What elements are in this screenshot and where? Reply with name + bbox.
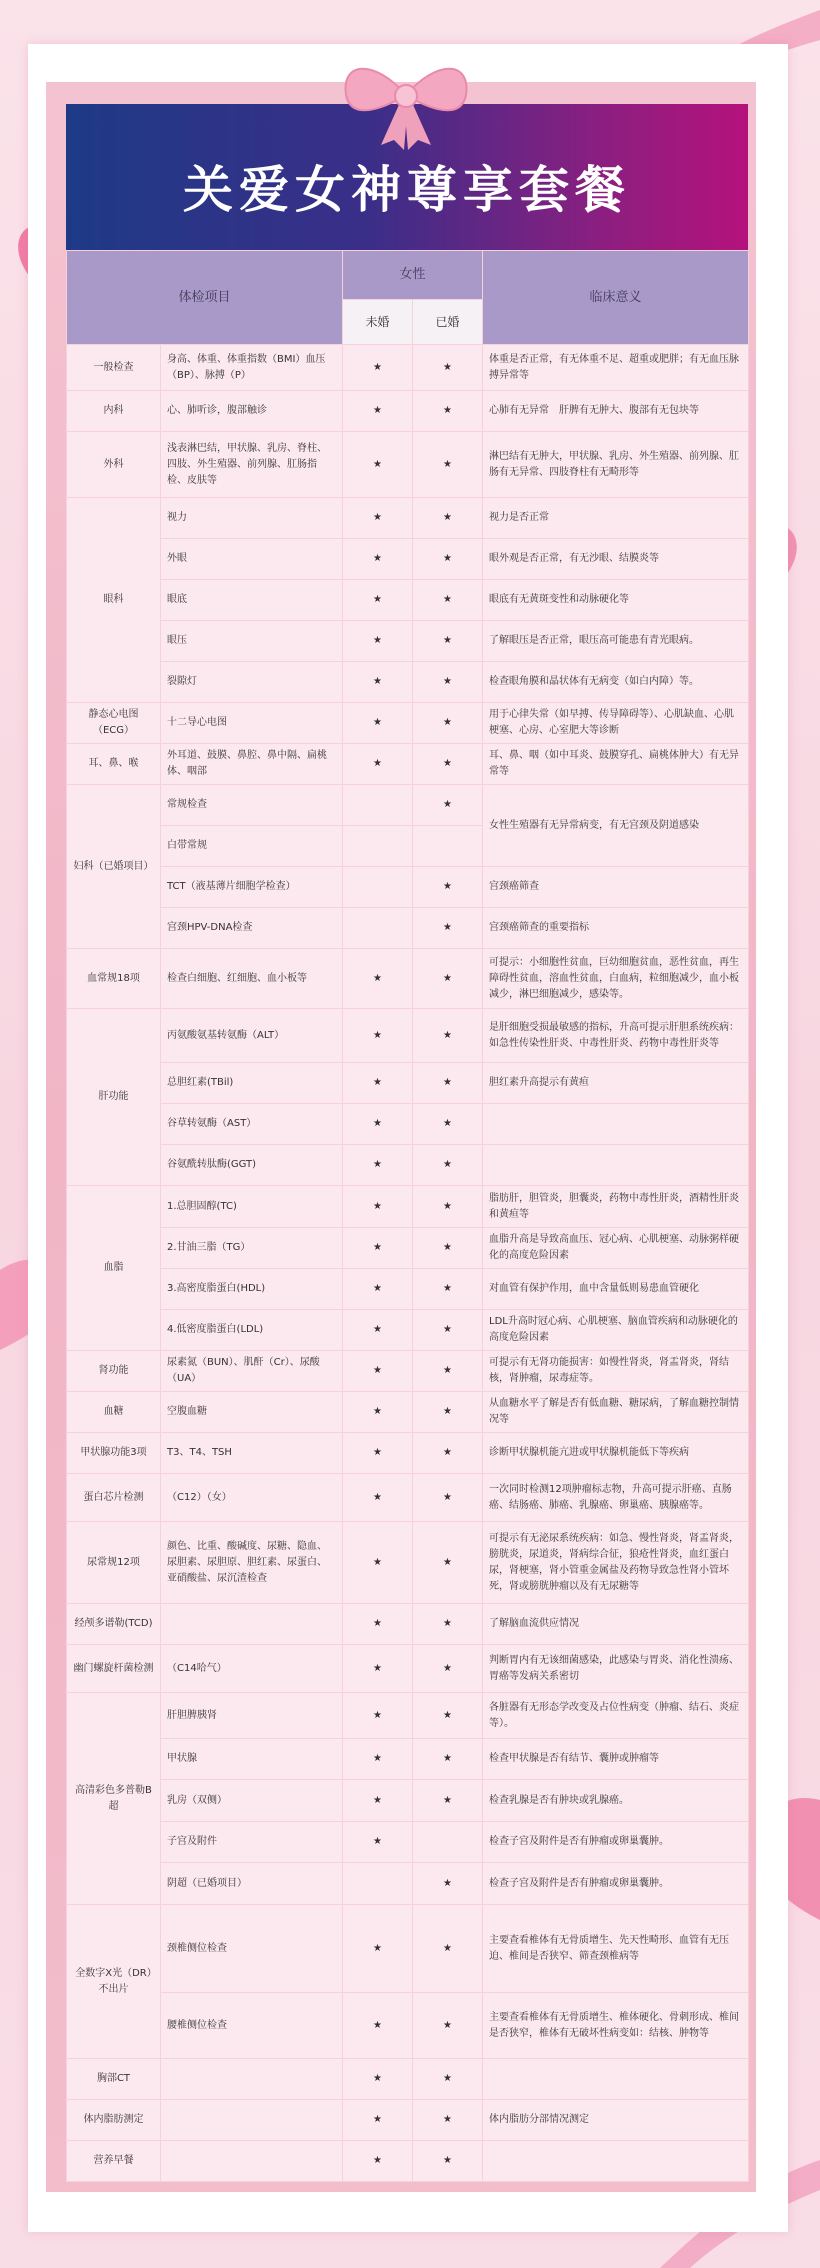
unmarried-cell: ★ bbox=[343, 1905, 413, 1993]
item-cell: 常规检查 bbox=[161, 785, 343, 826]
category-cell: 内科 bbox=[67, 391, 161, 432]
table-row bbox=[67, 1145, 749, 1186]
category-cell: 尿常规12项 bbox=[67, 1522, 161, 1604]
unmarried-cell: ★ bbox=[343, 744, 413, 785]
item-cell: 裂隙灯 bbox=[161, 662, 343, 703]
item-cell: 心、肺听诊，腹部触诊 bbox=[161, 391, 343, 432]
married-cell: ★ bbox=[413, 2059, 483, 2100]
meaning-cell: 宫颈癌筛查 bbox=[483, 867, 749, 908]
table-row bbox=[67, 2141, 749, 2182]
meaning-cell: 体内脂肪分部情况测定 bbox=[483, 2100, 749, 2141]
item-cell: 十二导心电图 bbox=[161, 703, 343, 744]
unmarried-cell: ★ bbox=[343, 1522, 413, 1604]
married-cell: ★ bbox=[413, 949, 483, 1009]
header-married: 已婚 bbox=[413, 300, 483, 345]
married-cell: ★ bbox=[413, 1310, 483, 1351]
unmarried-cell: ★ bbox=[343, 1063, 413, 1104]
meaning-cell: 可提示有无肾功能损害：如慢性肾炎，肾盂肾炎，肾结核，肾肿瘤，尿毒症等。 bbox=[483, 1351, 749, 1392]
table-row bbox=[67, 1993, 749, 2059]
meaning-cell: 判断胃内有无该细菌感染，此感染与胃炎、消化性溃疡、胃癌等发病关系密切 bbox=[483, 1645, 749, 1693]
married-cell: ★ bbox=[413, 1009, 483, 1063]
item-cell: 3.高密度脂蛋白(HDL) bbox=[161, 1269, 343, 1310]
married-cell: ★ bbox=[413, 1693, 483, 1739]
category-cell: 妇科（已婚项目） bbox=[67, 785, 161, 949]
item-cell: 浅表淋巴结，甲状腺、乳房、脊柱、四肢、外生殖器、前列腺、肛肠指检、皮肤等 bbox=[161, 432, 343, 498]
category-cell: 眼科 bbox=[67, 498, 161, 703]
table-row bbox=[67, 1228, 749, 1269]
unmarried-cell: ★ bbox=[343, 1104, 413, 1145]
meaning-cell: 检查乳腺是否有肿块或乳腺癌。 bbox=[483, 1780, 749, 1822]
married-cell: ★ bbox=[413, 1392, 483, 1433]
unmarried-cell: ★ bbox=[343, 1474, 413, 1522]
item-cell: TCT（液基薄片细胞学检查） bbox=[161, 867, 343, 908]
unmarried-cell: ★ bbox=[343, 662, 413, 703]
item-cell: 4.低密度脂蛋白(LDL) bbox=[161, 1310, 343, 1351]
married-cell: ★ bbox=[413, 1433, 483, 1474]
meaning-cell: 可提示：小细胞性贫血，巨幼细胞贫血，恶性贫血，再生障碍性贫血，溶血性贫血，白血病，粒细胞减少，血小板减少，淋巴细胞减少，感染等。 bbox=[483, 949, 749, 1009]
meaning-cell: 脂肪肝，胆管炎，胆囊炎，药物中毒性肝炎，酒精性肝炎和黄疸等 bbox=[483, 1186, 749, 1228]
table-row bbox=[67, 1822, 749, 1863]
married-cell: ★ bbox=[413, 908, 483, 949]
meaning-cell: 检查子宫及附件是否有肿瘤或卵巢囊肿。 bbox=[483, 1822, 749, 1863]
item-cell: T3、T4、TSH bbox=[161, 1433, 343, 1474]
married-cell: ★ bbox=[413, 391, 483, 432]
unmarried-cell: ★ bbox=[343, 1645, 413, 1693]
married-cell: ★ bbox=[413, 703, 483, 744]
meaning-cell: 体重是否正常，有无体重不足、超重或肥胖；有无血压脉搏异常等 bbox=[483, 345, 749, 391]
item-cell: 阴超（已婚项目） bbox=[161, 1863, 343, 1905]
married-cell: ★ bbox=[413, 1863, 483, 1905]
meaning-cell: 一次同时检测12项肿瘤标志物，升高可提示肝癌、直肠癌、结肠癌、肺癌、乳腺癌、卵巢癌、胰腺癌等。 bbox=[483, 1474, 749, 1522]
married-cell: ★ bbox=[413, 1645, 483, 1693]
table-row bbox=[67, 1392, 749, 1433]
item-cell: 丙氨酸氨基转氨酶（ALT） bbox=[161, 1009, 343, 1063]
category-cell: 全数字X光（DR）不出片 bbox=[67, 1905, 161, 2059]
unmarried-cell: ★ bbox=[343, 391, 413, 432]
meaning-cell: 视力是否正常 bbox=[483, 498, 749, 539]
meaning-cell: 是肝细胞受损最敏感的指标，升高可提示肝胆系统疾病：如急性传染性肝炎、中毒性肝炎、药物中毒性肝炎等 bbox=[483, 1009, 749, 1063]
married-cell: ★ bbox=[413, 1351, 483, 1392]
meaning-cell: 宫颈癌筛查的重要指标 bbox=[483, 908, 749, 949]
table-row bbox=[67, 1351, 749, 1392]
unmarried-cell: ★ bbox=[343, 1310, 413, 1351]
unmarried-cell: ★ bbox=[343, 949, 413, 1009]
table-row bbox=[67, 1186, 749, 1228]
table-row bbox=[67, 1905, 749, 1993]
table-body bbox=[67, 345, 749, 2182]
item-cell: 颜色、比重、酸碱度、尿糖、隐血、尿胆素、尿胆原、胆红素、尿蛋白、亚硝酸盐、尿沉渣检查 bbox=[161, 1522, 343, 1604]
married-cell: ★ bbox=[413, 744, 483, 785]
table-row bbox=[67, 498, 749, 539]
item-cell: （C14哈气） bbox=[161, 1645, 343, 1693]
table-row bbox=[67, 908, 749, 949]
unmarried-cell: ★ bbox=[343, 1269, 413, 1310]
table-row bbox=[67, 1604, 749, 1645]
unmarried-cell: ★ bbox=[343, 703, 413, 744]
unmarried-cell: ★ bbox=[343, 2141, 413, 2182]
unmarried-cell: ★ bbox=[343, 1433, 413, 1474]
meaning-cell: 从血糖水平了解是否有低血糖、糖尿病，了解血糖控制情况等 bbox=[483, 1392, 749, 1433]
married-cell: ★ bbox=[413, 867, 483, 908]
meaning-cell: 用于心律失常（如早搏、传导障碍等）、心肌缺血、心肌梗塞、心房、心室肥大等诊断 bbox=[483, 703, 749, 744]
table-row bbox=[67, 1310, 749, 1351]
married-cell: ★ bbox=[413, 621, 483, 662]
table-row bbox=[67, 1739, 749, 1780]
item-cell bbox=[161, 2100, 343, 2141]
table-row bbox=[67, 432, 749, 498]
table-row bbox=[67, 621, 749, 662]
item-cell: 2.甘油三脂（TG） bbox=[161, 1228, 343, 1269]
married-cell bbox=[413, 1822, 483, 1863]
unmarried-cell: ★ bbox=[343, 2059, 413, 2100]
category-cell: 外科 bbox=[67, 432, 161, 498]
category-cell: 幽门螺旋杆菌检测 bbox=[67, 1645, 161, 1693]
item-cell: 宫颈HPV-DNA检查 bbox=[161, 908, 343, 949]
ribbon-bow-icon bbox=[336, 40, 476, 150]
table-row bbox=[67, 1645, 749, 1693]
married-cell: ★ bbox=[413, 785, 483, 826]
unmarried-cell: ★ bbox=[343, 1009, 413, 1063]
married-cell: ★ bbox=[413, 1905, 483, 1993]
table-row bbox=[67, 1269, 749, 1310]
meaning-cell: 可提示有无泌尿系统疾病：如急、慢性肾炎，肾盂肾炎，膀胱炎，尿道炎，肾病综合征，狼疮性肾炎，血红蛋白尿，肾梗塞，肾小管重金属盐及药物导致急性肾小管坏死，肾或膀胱肿瘤以及有无尿糖等 bbox=[483, 1522, 749, 1604]
category-cell: 一般检查 bbox=[67, 345, 161, 391]
category-cell: 肝功能 bbox=[67, 1009, 161, 1186]
table-row bbox=[67, 1433, 749, 1474]
checkup-table bbox=[66, 250, 749, 2182]
unmarried-cell: ★ bbox=[343, 621, 413, 662]
table-row bbox=[67, 2100, 749, 2141]
unmarried-cell: ★ bbox=[343, 1145, 413, 1186]
married-cell: ★ bbox=[413, 1145, 483, 1186]
header-unmarried: 未婚 bbox=[343, 300, 413, 345]
unmarried-cell: ★ bbox=[343, 1739, 413, 1780]
meaning-cell: 淋巴结有无肿大，甲状腺、乳房、外生殖器、前列腺、肛肠有无异常、四肢脊柱有无畸形等 bbox=[483, 432, 749, 498]
meaning-cell bbox=[483, 1145, 749, 1186]
item-cell: 1.总胆固醇(TC) bbox=[161, 1186, 343, 1228]
unmarried-cell: ★ bbox=[343, 498, 413, 539]
meaning-cell: 了解眼压是否正常，眼压高可能患有青光眼病。 bbox=[483, 621, 749, 662]
category-cell: 经颅多谱勒(TCD) bbox=[67, 1604, 161, 1645]
married-cell: ★ bbox=[413, 1993, 483, 2059]
unmarried-cell: ★ bbox=[343, 1822, 413, 1863]
meaning-cell: LDL升高时冠心病、心肌梗塞、脑血管疾病和动脉硬化的高度危险因素 bbox=[483, 1310, 749, 1351]
meaning-cell: 心肺有无异常 肝脾有无肿大、腹部有无包块等 bbox=[483, 391, 749, 432]
category-cell: 营养早餐 bbox=[67, 2141, 161, 2182]
category-cell: 血糖 bbox=[67, 1392, 161, 1433]
married-cell: ★ bbox=[413, 1780, 483, 1822]
item-cell: 子宫及附件 bbox=[161, 1822, 343, 1863]
item-cell: 肝胆脾胰肾 bbox=[161, 1693, 343, 1739]
meaning-cell: 血脂升高是导致高血压、冠心病、心肌梗塞、动脉粥样硬化的高度危险因素 bbox=[483, 1228, 749, 1269]
item-cell: 甲状腺 bbox=[161, 1739, 343, 1780]
item-cell: 身高、体重、体重指数（BMI）血压（BP）、脉搏（P） bbox=[161, 345, 343, 391]
married-cell: ★ bbox=[413, 1604, 483, 1645]
header-meaning: 临床意义 bbox=[483, 251, 749, 345]
married-cell: ★ bbox=[413, 2100, 483, 2141]
meaning-cell: 检查甲状腺是否有结节、囊肿或肿瘤等 bbox=[483, 1739, 749, 1780]
unmarried-cell: ★ bbox=[343, 2100, 413, 2141]
meaning-cell: 眼外观是否正常，有无沙眼、结膜炎等 bbox=[483, 539, 749, 580]
meaning-cell: 主要查看椎体有无骨质增生、先天性畸形、血管有无压迫、椎间是否狭窄、筛查颈椎病等 bbox=[483, 1905, 749, 1993]
category-cell: 蛋白芯片检测 bbox=[67, 1474, 161, 1522]
table-row bbox=[67, 1063, 749, 1104]
item-cell: 白带常规 bbox=[161, 826, 343, 867]
item-cell: 空腹血糖 bbox=[161, 1392, 343, 1433]
item-cell: 外耳道、鼓膜、鼻腔、鼻中隔、扁桃体、咽部 bbox=[161, 744, 343, 785]
table-row bbox=[67, 1863, 749, 1905]
unmarried-cell bbox=[343, 785, 413, 826]
unmarried-cell bbox=[343, 826, 413, 867]
meaning-cell: 女性生殖器有无异常病变，有无宫颈及阴道感染 bbox=[483, 785, 749, 867]
category-cell: 肾功能 bbox=[67, 1351, 161, 1392]
meaning-cell: 检查子宫及附件是否有肿瘤或卵巢囊肿。 bbox=[483, 1863, 749, 1905]
table-row bbox=[67, 1780, 749, 1822]
meaning-cell: 诊断甲状腺机能亢进或甲状腺机能低下等疾病 bbox=[483, 1433, 749, 1474]
page-title: 关爱女神尊享套餐 bbox=[183, 161, 631, 219]
married-cell: ★ bbox=[413, 580, 483, 621]
meaning-cell: 胆红素升高提示有黄疸 bbox=[483, 1063, 749, 1104]
item-cell bbox=[161, 2141, 343, 2182]
meaning-cell bbox=[483, 2141, 749, 2182]
header-female: 女性 bbox=[343, 251, 483, 300]
table-row bbox=[67, 539, 749, 580]
unmarried-cell: ★ bbox=[343, 345, 413, 391]
table-row bbox=[67, 2059, 749, 2100]
unmarried-cell: ★ bbox=[343, 539, 413, 580]
table-row bbox=[67, 949, 749, 1009]
table-row bbox=[67, 867, 749, 908]
unmarried-cell: ★ bbox=[343, 432, 413, 498]
meaning-cell: 耳、鼻、咽（如中耳炎、鼓膜穿孔、扁桃体肿大）有无异常等 bbox=[483, 744, 749, 785]
unmarried-cell: ★ bbox=[343, 1228, 413, 1269]
married-cell: ★ bbox=[413, 1104, 483, 1145]
category-cell: 耳、鼻、喉 bbox=[67, 744, 161, 785]
meaning-cell: 了解脑血流供应情况 bbox=[483, 1604, 749, 1645]
category-cell: 静态心电图（ECG） bbox=[67, 703, 161, 744]
unmarried-cell: ★ bbox=[343, 1604, 413, 1645]
item-cell bbox=[161, 2059, 343, 2100]
married-cell: ★ bbox=[413, 1063, 483, 1104]
item-cell: 外眼 bbox=[161, 539, 343, 580]
table-row bbox=[67, 744, 749, 785]
table-row bbox=[67, 785, 749, 826]
table-row bbox=[67, 662, 749, 703]
unmarried-cell: ★ bbox=[343, 580, 413, 621]
unmarried-cell: ★ bbox=[343, 1993, 413, 2059]
meaning-cell: 检查眼角膜和晶状体有无病变（如白内障）等。 bbox=[483, 662, 749, 703]
unmarried-cell: ★ bbox=[343, 1693, 413, 1739]
item-cell: 眼压 bbox=[161, 621, 343, 662]
table-row bbox=[67, 1009, 749, 1063]
category-cell: 血脂 bbox=[67, 1186, 161, 1351]
married-cell: ★ bbox=[413, 1522, 483, 1604]
unmarried-cell bbox=[343, 908, 413, 949]
table-row bbox=[67, 1693, 749, 1739]
meaning-cell bbox=[483, 2059, 749, 2100]
unmarried-cell: ★ bbox=[343, 1780, 413, 1822]
table-row bbox=[67, 1474, 749, 1522]
married-cell: ★ bbox=[413, 498, 483, 539]
category-cell: 甲状腺功能3项 bbox=[67, 1433, 161, 1474]
table-row bbox=[67, 1522, 749, 1604]
meaning-cell: 主要查看椎体有无骨质增生、椎体硬化、骨刺形成、椎间是否狭窄，椎体有无破坏性病变如：结核、肿物等 bbox=[483, 1993, 749, 2059]
married-cell: ★ bbox=[413, 1269, 483, 1310]
unmarried-cell bbox=[343, 867, 413, 908]
item-cell: 检查白细胞、红细胞、血小板等 bbox=[161, 949, 343, 1009]
item-cell: 谷草转氨酶（AST） bbox=[161, 1104, 343, 1145]
item-cell: 颈椎侧位检查 bbox=[161, 1905, 343, 1993]
category-cell: 体内脂肪测定 bbox=[67, 2100, 161, 2141]
table-row bbox=[67, 580, 749, 621]
table-row bbox=[67, 391, 749, 432]
married-cell bbox=[413, 826, 483, 867]
table-row bbox=[67, 703, 749, 744]
item-cell: 谷氨酰转肽酶(GGT) bbox=[161, 1145, 343, 1186]
meaning-cell bbox=[483, 1104, 749, 1145]
meaning-cell: 对血管有保护作用，血中含量低则易患血管硬化 bbox=[483, 1269, 749, 1310]
married-cell: ★ bbox=[413, 1186, 483, 1228]
unmarried-cell bbox=[343, 1863, 413, 1905]
item-cell: 腰椎侧位检查 bbox=[161, 1993, 343, 2059]
unmarried-cell: ★ bbox=[343, 1186, 413, 1228]
table-row bbox=[67, 1104, 749, 1145]
unmarried-cell: ★ bbox=[343, 1351, 413, 1392]
item-cell bbox=[161, 1604, 343, 1645]
meaning-cell: 各脏器有无形态学改变及占位性病变（肿瘤、结石、炎症等）。 bbox=[483, 1693, 749, 1739]
item-cell: （C12）（女） bbox=[161, 1474, 343, 1522]
married-cell: ★ bbox=[413, 1474, 483, 1522]
married-cell: ★ bbox=[413, 1228, 483, 1269]
category-cell: 高清彩色多普勒B超 bbox=[67, 1693, 161, 1905]
married-cell: ★ bbox=[413, 432, 483, 498]
married-cell: ★ bbox=[413, 2141, 483, 2182]
table-row bbox=[67, 345, 749, 391]
item-cell: 尿素氮（BUN）、肌酐（Cr）、尿酸（UA） bbox=[161, 1351, 343, 1392]
item-cell: 总胆红素(TBil) bbox=[161, 1063, 343, 1104]
unmarried-cell: ★ bbox=[343, 1392, 413, 1433]
category-cell: 血常规18项 bbox=[67, 949, 161, 1009]
married-cell: ★ bbox=[413, 345, 483, 391]
category-cell: 胸部CT bbox=[67, 2059, 161, 2100]
header-item: 体检项目 bbox=[67, 251, 343, 345]
item-cell: 乳房（双侧） bbox=[161, 1780, 343, 1822]
married-cell: ★ bbox=[413, 662, 483, 703]
married-cell: ★ bbox=[413, 539, 483, 580]
item-cell: 眼底 bbox=[161, 580, 343, 621]
item-cell: 视力 bbox=[161, 498, 343, 539]
married-cell: ★ bbox=[413, 1739, 483, 1780]
meaning-cell: 眼底有无黄斑变性和动脉硬化等 bbox=[483, 580, 749, 621]
